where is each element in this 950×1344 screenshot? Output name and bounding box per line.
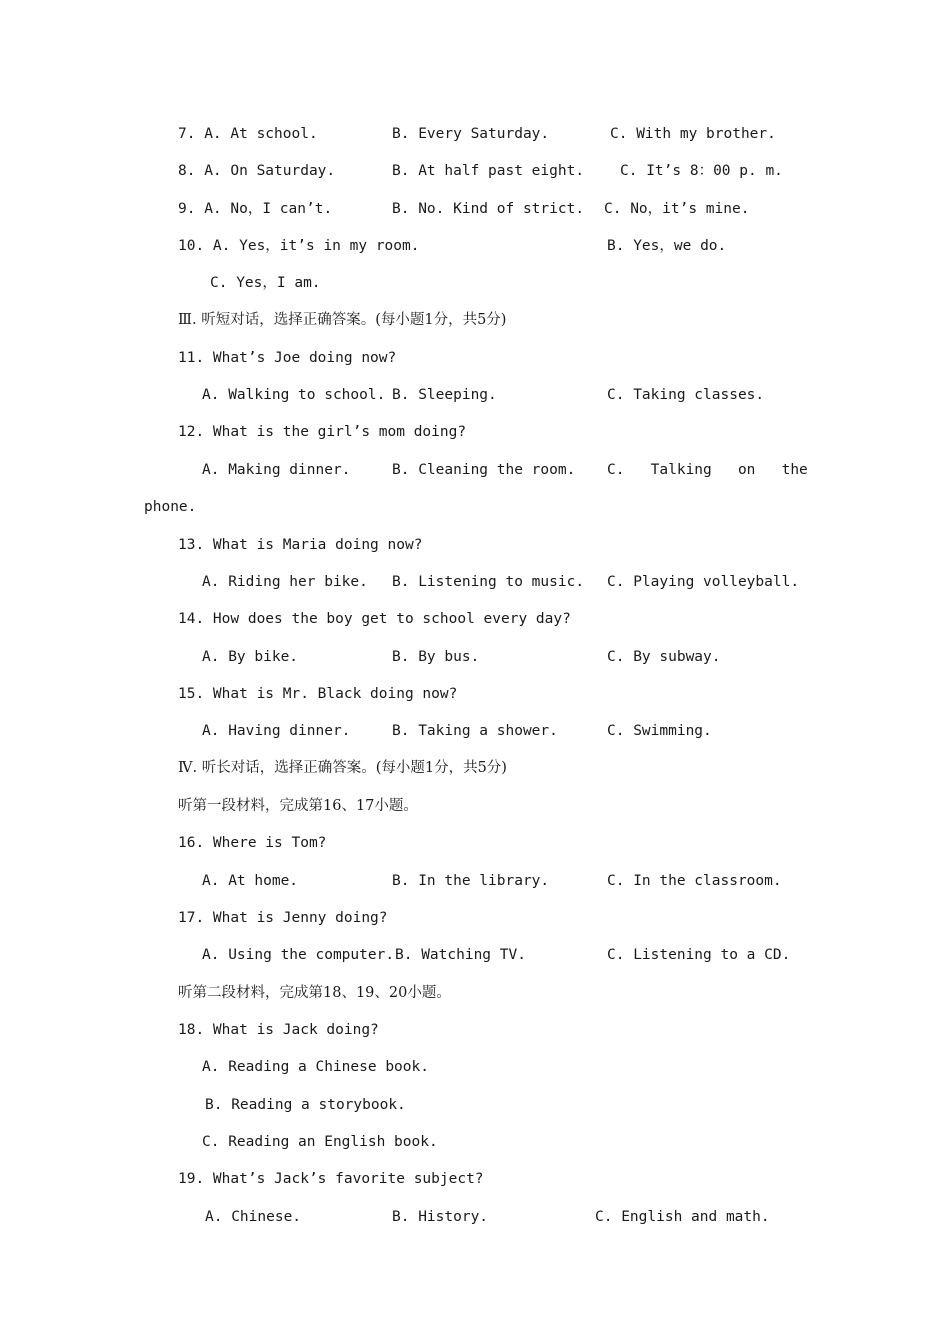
q14-option-c: C. By subway. [607, 649, 721, 665]
q14-question: 14. How does the boy get to school every day? [178, 611, 571, 627]
part-1-instruction: 听第一段材料，完成第16、17小题。 [178, 798, 418, 814]
q7-option-b: B. Every Saturday. [392, 126, 550, 142]
q14-option-a: A. By bike. [202, 649, 299, 665]
q7-option-c: C. With my brother. [610, 126, 776, 142]
q8-option-a: 8. A. On Saturday. [178, 163, 336, 179]
q12-option-c: C. Talking on the [607, 462, 808, 478]
q7-option-a: 7. A. At school. [178, 126, 318, 142]
q8-option-b: B. At half past eight. [392, 163, 585, 179]
q15-option-a: A. Having dinner. [202, 723, 351, 739]
q16-question: 16. Where is Tom? [178, 835, 327, 851]
q12-option-a: A. Making dinner. [202, 462, 351, 478]
q13-question: 13. What is Maria doing now? [178, 537, 423, 553]
q12-question: 12. What is the girl’s mom doing? [178, 424, 467, 440]
q9-option-c: C. No，it’s mine. [604, 201, 750, 217]
q11-option-c: C. Taking classes. [607, 387, 765, 403]
q15-option-b: B. Taking a shower. [392, 723, 558, 739]
part-2-instruction: 听第二段材料，完成第18、19、20小题。 [178, 985, 451, 1001]
q8-option-c: C. It’s 8：00 p. m. [620, 163, 783, 179]
q18-option-a: A. Reading a Chinese book. [202, 1059, 429, 1075]
q19-option-b: B. History. [392, 1209, 489, 1225]
q18-option-b: B. Reading a storybook. [205, 1097, 406, 1113]
q16-option-c: C. In the classroom. [607, 873, 782, 889]
q10-option-a: 10. A. Yes，it’s in my room. [178, 238, 420, 254]
q19-question: 19. What’s Jack’s favorite subject? [178, 1171, 484, 1187]
q19-option-a: A. Chinese. [205, 1209, 302, 1225]
q18-option-c: C. Reading an English book. [202, 1134, 438, 1150]
q9-option-b: B. No. Kind of strict. [392, 201, 585, 217]
q14-option-b: B. By bus. [392, 649, 480, 665]
section-4-heading: Ⅳ. 听长对话，选择正确答案。(每小题1分，共5分) [178, 760, 507, 776]
q18-question: 18. What is Jack doing? [178, 1022, 379, 1038]
q16-option-b: B. In the library. [392, 873, 550, 889]
q17-option-a: A. Using the computer. [202, 947, 395, 963]
q11-question: 11. What’s Joe doing now? [178, 350, 397, 366]
q13-option-c: C. Playing volleyball. [607, 574, 800, 590]
q19-option-c: C. English and math. [595, 1209, 770, 1225]
q13-option-b: B. Listening to music. [392, 574, 585, 590]
q15-option-c: C. Swimming. [607, 723, 712, 739]
q11-option-b: B. Sleeping. [392, 387, 497, 403]
q12-option-b: B. Cleaning the room. [392, 462, 576, 478]
q12-option-c-continued: phone. [144, 499, 197, 515]
q16-option-a: A. At home. [202, 873, 299, 889]
q17-option-b: B. Watching TV. [395, 947, 526, 963]
q17-option-c: C. Listening to a CD. [607, 947, 791, 963]
section-3-heading: Ⅲ. 听短对话，选择正确答案。(每小题1分，共5分) [178, 312, 507, 328]
q10-option-b: B. Yes，we do. [607, 238, 727, 254]
q11-option-a: A. Walking to school. [202, 387, 386, 403]
q13-option-a: A. Riding her bike. [202, 574, 368, 590]
q15-question: 15. What is Mr. Black doing now? [178, 686, 458, 702]
q9-option-a: 9. A. No，I can’t. [178, 201, 333, 217]
q17-question: 17. What is Jenny doing? [178, 910, 388, 926]
q10-option-c: C. Yes，I am. [210, 275, 321, 291]
